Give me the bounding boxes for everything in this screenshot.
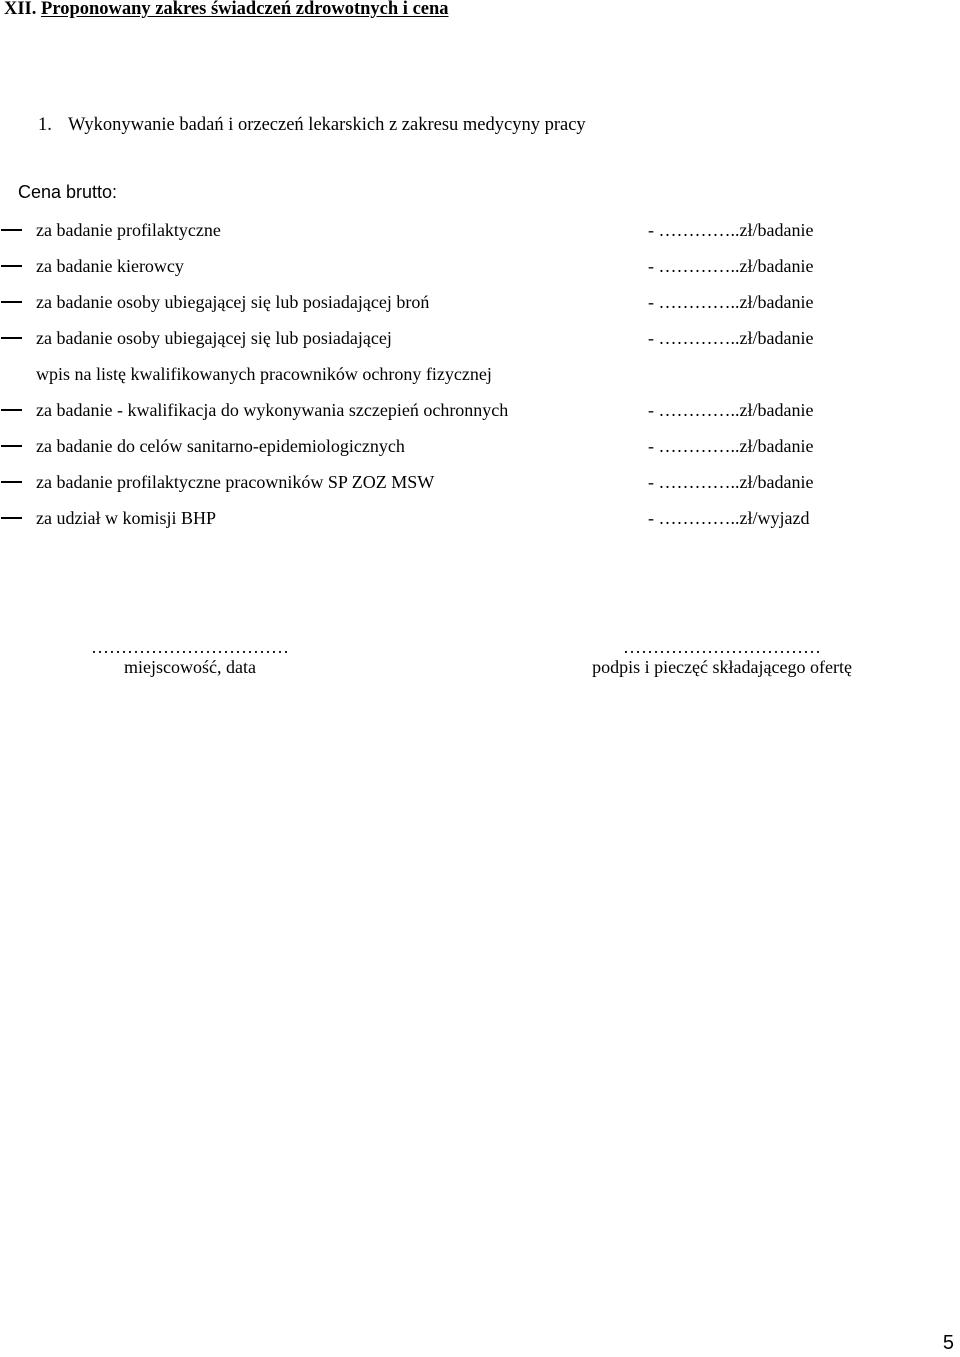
subsection-number: 1. (38, 115, 52, 135)
price-label: Cena brutto: (18, 182, 118, 202)
price-item-label: za badanie kierowcy (36, 256, 184, 276)
price-item (0, 256, 960, 278)
dash-bullet-icon (1, 265, 22, 267)
dash-bullet-icon (1, 301, 22, 303)
dash-bullet-icon (1, 517, 22, 519)
dash-bullet-icon (1, 481, 22, 483)
signature-place-date (60, 638, 320, 676)
subsection-heading (38, 116, 586, 135)
dash-bullet-icon (1, 445, 22, 447)
price-item-value: - …………..zł/badanie (648, 292, 814, 312)
dash-bullet-icon (1, 409, 22, 411)
signature-dots: …………………………… (623, 637, 821, 657)
price-item (0, 292, 960, 314)
price-item-label: za badanie osoby ubiegającej się lub posiadającej broń (36, 292, 430, 312)
section-title: Proponowany zakres świadczeń zdrowotnych i cena (41, 0, 449, 19)
signature-caption: podpis i pieczęć składającego ofertę (592, 657, 852, 677)
price-item-continuation (0, 364, 960, 386)
price-item-label: za badanie profilaktyczne (36, 220, 221, 240)
page-number: 5 (942, 1332, 954, 1354)
price-item-label: za badanie do celów sanitarno-epidemiologicznych (36, 436, 405, 456)
price-item-value: - …………..zł/badanie (648, 220, 814, 240)
price-item-label: wpis na listę kwalifikowanych pracowników ochrony fizycznej (36, 364, 492, 384)
signature-caption: miejscowość, data (124, 657, 256, 677)
price-item-value: - …………..zł/wyjazd (648, 508, 810, 528)
price-item-value: - …………..zł/badanie (648, 472, 814, 492)
price-item (0, 508, 960, 530)
section-number: XII. (4, 0, 37, 19)
price-item (0, 472, 960, 494)
dash-bullet-icon (1, 229, 22, 231)
price-item-label: za badanie osoby ubiegającej się lub posiadającej (36, 328, 392, 348)
price-item-label: za udział w komisji BHP (36, 508, 216, 528)
price-item (0, 220, 960, 242)
price-item-value: - …………..zł/badanie (648, 436, 814, 456)
price-item-value: - …………..zł/badanie (648, 400, 814, 420)
section-heading (4, 0, 449, 19)
price-item (0, 436, 960, 458)
price-item-label: za badanie - kwalifikacja do wykonywania szczepień ochronnych (36, 400, 509, 420)
price-item-value: - …………..zł/badanie (648, 328, 814, 348)
price-item (0, 400, 960, 422)
price-item-value: - …………..zł/badanie (648, 256, 814, 276)
dash-bullet-icon (1, 337, 22, 339)
price-item (0, 328, 960, 350)
price-item-label: za badanie profilaktyczne pracowników SP ZOZ MSW (36, 472, 435, 492)
subsection-title: Wykonywanie badań i orzeczeń lekarskich z zakresu medycyny pracy (68, 115, 586, 135)
signature-dots: …………………………… (91, 637, 289, 657)
signature-bidder (542, 638, 902, 676)
